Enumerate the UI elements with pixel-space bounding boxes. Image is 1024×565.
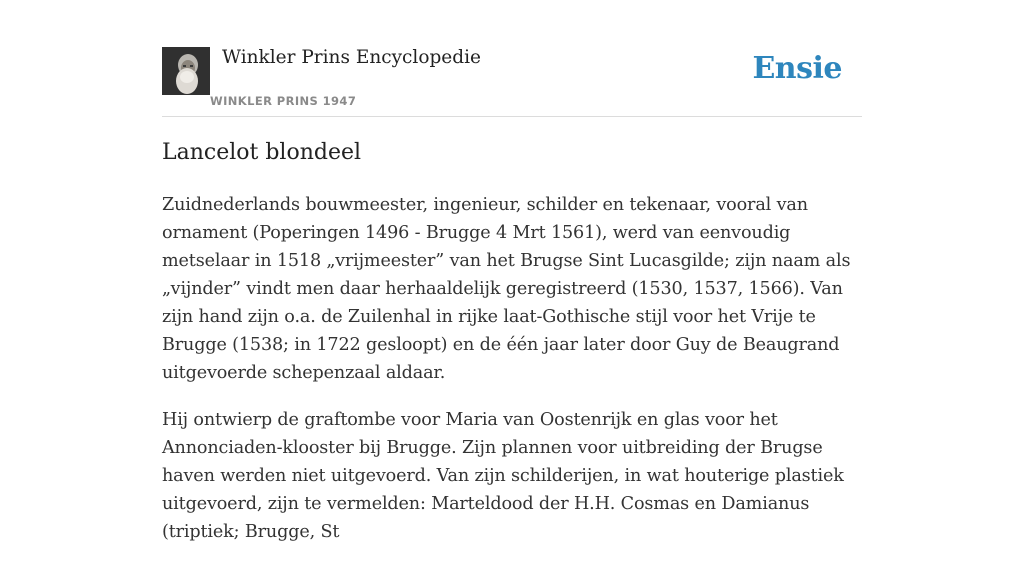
brand-logo[interactable]: Ensie (752, 51, 842, 86)
site-name[interactable]: Winkler Prins Encyclopedie (222, 47, 481, 68)
bearded-man-portrait-icon (162, 47, 210, 95)
site-header (162, 0, 862, 117)
article-paragraph-2: Hij ontwierp de graftombe voor Maria van Oostenrijk en glas voor het Annonciaden-klooster bij Brugge. Zijn plannen voor uitbreiding der Brugse haven werden niet uitgevoerd. Van zijn schilderijen, in wat houterige plastiek uitgevoerd, zijn te vermelden: Marteldood der H.H. Cosmas en Damianus (triptiek; Brugge, St (162, 410, 844, 542)
article-title: Lancelot blondeel (162, 140, 362, 165)
avatar[interactable] (162, 47, 210, 95)
article-paragraph-1: Zuidnederlands bouwmeester, ingenieur, schilder en tekenaar, vooral van ornament (Poperingen 1496 - Brugge 4 Mrt 1561), werd van eenvoudig metselaar in 1518 „vrijmeester” van het Brugse Sint Lucasgilde; zijn naam als „vijnder” vindt men daar herhaaldelijk geregistreerd (1530, 1537, 1566). Van zijn hand zijn o.a. de Zuilenhal in rijke laat-Gothische stijl voor het Vrije te Brugge (1538; in 1722 gesloopt) en de één jaar later door Guy de Beaugrand uitgevoerde schepenzaal aldaar. (162, 195, 851, 383)
article-body (162, 191, 864, 565)
site-subtitle: WINKLER PRINS 1947 (210, 94, 357, 108)
page (162, 0, 862, 542)
